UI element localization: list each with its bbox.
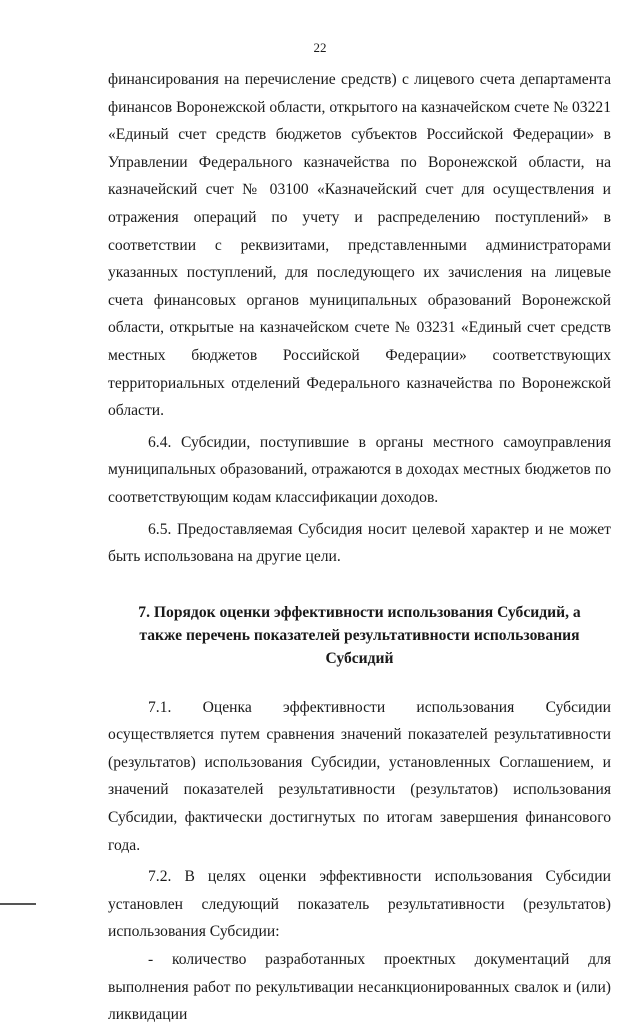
paragraph-6-4: 6.4. Субсидии, поступившие в органы местного самоуправления муниципальных образований, отражаются в доходах местных бюджетов по соответствующим кодам классификации доходов. bbox=[108, 433, 611, 506]
paragraph-7-1: 7.1. Оценка эффективности использования Субсидии осуществляется путем сравнения значений показателей результативности (результатов) использования Субсидии, установленных Соглашением, и значений показателей результативности (результатов) использования Субсидии, фактически достигнутых по итогам завершения финансового года. bbox=[108, 698, 611, 854]
list-item-indicator: - количество разработанных проектных документаций для выполнения работ по рекультивации несанкционированных свалок и (или) ликвидации bbox=[108, 951, 611, 1024]
paragraph-continuation: финансирования на перечисление средств) с лицевого счета департамента финансов Воронежской области, открытого на казначейском счете № 03221 «Единый счет средств бюджетов субъектов Российской Федерации» в Управлении Федерального казначейства по Воронежской области, на казначейский счет № 03100 «Казначейский счет для осуществления и отражения операций по учету и распределению поступлений» в соответствии с реквизитами, представленными администраторами указанных поступлений, для последующего их зачисления на лицевые счета финансовых органов муниципальных образований Воронежской области, открытые на казначейском счете № 03231 «Единый счет средств местных бюджетов Российской Федерации» соответствующих территориальных отделений Федерального казначейства по Воронежской области. bbox=[108, 71, 611, 420]
section-heading-line-2: также перечень показателей результативности использования Субсидий bbox=[139, 626, 580, 667]
document-body bbox=[108, 66, 611, 1029]
section-heading-line-1: 7. Порядок оценки эффективности использования Субсидий, а bbox=[138, 603, 581, 621]
paragraph-7-2: 7.2. В целях оценки эффективности использования Субсидии установлен следующий показатель результативности (результатов) использования Субсидии: bbox=[108, 868, 611, 941]
section-heading-7 bbox=[108, 601, 611, 670]
paragraph-6-5: 6.5. Предоставляемая Субсидия носит целевой характер и не может быть использована на другие цели. bbox=[108, 520, 611, 566]
page-number: 22 bbox=[313, 40, 327, 55]
